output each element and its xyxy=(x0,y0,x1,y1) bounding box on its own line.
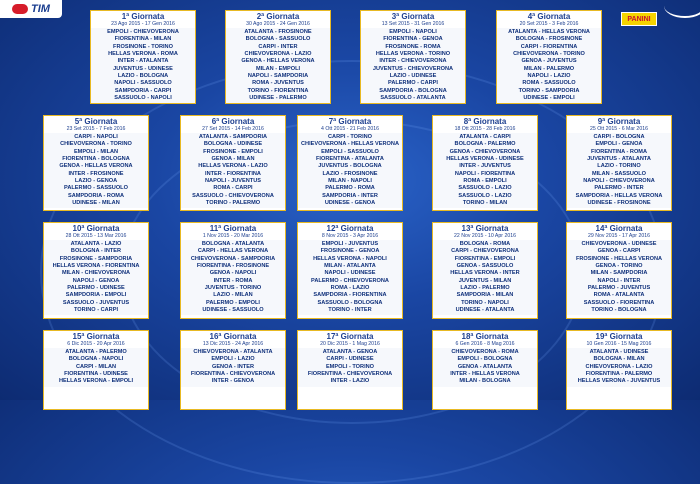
round-title: 8ª Giornata xyxy=(463,117,507,126)
round-header xyxy=(91,11,195,28)
round-title: 1ª Giornata xyxy=(121,12,165,21)
match-item: MILAN - EMPOLI xyxy=(255,65,301,72)
match-item: SASSUOLO - FIORENTINA xyxy=(583,299,655,306)
round-card xyxy=(180,115,286,211)
match-item: GENOA - HELLAS VERONA xyxy=(241,58,315,65)
match-item: CHIEVOVERONA - LAZIO xyxy=(244,51,312,58)
match-item: EMPOLI - TORINO xyxy=(325,363,375,370)
match-item: FIORENTINA - PALERMO xyxy=(585,371,653,378)
match-item: BOLOGNA - INTER xyxy=(70,248,122,255)
match-item: ATALANTA - UDINESE xyxy=(589,349,649,355)
match-item: NAPOLI - FIORENTINA xyxy=(454,170,516,177)
round-dates: 10 Gen 2016 - 15 Mag 2016 xyxy=(586,341,652,347)
round-title: 5ª Giornata xyxy=(74,117,118,126)
match-item: INTER - ATALANTA xyxy=(117,58,169,65)
match-item: UDINESE - EMPOLI xyxy=(523,95,575,102)
tim-logo-mark-icon xyxy=(12,4,28,14)
round-header xyxy=(44,223,148,240)
round-title: 4ª Giornata xyxy=(527,12,571,21)
match-item: CHIEVOVERONA - TORINO xyxy=(60,141,132,148)
match-item: SASSUOLO - JUVENTUS xyxy=(62,299,130,306)
match-item: LAZIO - GENOA xyxy=(74,178,118,185)
match-item: ATALANTA - FROSINONE xyxy=(244,29,312,35)
match-item: TORINO - SAMPDORIA xyxy=(518,87,580,94)
match-item: FROSINONE - SAMPDORIA xyxy=(59,255,133,262)
round-title: 16ª Giornata xyxy=(209,332,257,341)
match-item: JUVENTUS - UDINESE xyxy=(113,65,173,72)
match-item: SASSUOLO - CHIEVOVERONA xyxy=(192,192,274,199)
match-item: EMPOLI - GENOA xyxy=(595,141,643,148)
round-title: 17ª Giornata xyxy=(326,332,374,341)
match-item: MILAN - SAMPDORIA xyxy=(590,270,648,277)
round-dates: 20 Dic 2015 - 1 Mag 2016 xyxy=(320,341,380,347)
match-item: FIORENTINA - ATALANTA xyxy=(316,156,384,163)
match-item: LAZIO - MILAN xyxy=(213,292,253,299)
round-card xyxy=(566,330,672,410)
round-title: 6ª Giornata xyxy=(211,117,255,126)
round-card xyxy=(360,10,466,104)
round-header xyxy=(298,331,402,348)
round-title: 2ª Giornata xyxy=(256,12,300,21)
round-title: 19ª Giornata xyxy=(595,332,643,341)
match-item: HELLAS VERONA - JUVENTUS xyxy=(577,378,661,385)
swoosh-icon xyxy=(664,0,700,18)
match-item: CARPI - UDINESE xyxy=(326,356,374,363)
match-item: INTER - CHIEVOVERONA xyxy=(379,58,447,65)
match-item: JUVENTUS - BOLOGNA xyxy=(318,163,382,170)
match-item: MILAN - CHIEVOVERONA xyxy=(61,270,131,277)
round-dates: 22 Nov 2015 - 10 Apr 2016 xyxy=(453,233,516,239)
match-list xyxy=(181,348,285,387)
round-header xyxy=(497,11,601,28)
match-list xyxy=(497,28,601,103)
match-item: CARPI - HELLAS VERONA xyxy=(197,248,269,255)
round-dates: 1 Nov 2015 - 20 Mar 2016 xyxy=(202,233,264,239)
match-item: INTER - LAZIO xyxy=(330,378,370,385)
match-item: PALERMO - CHIEVOVERONA xyxy=(311,277,389,284)
match-item: ROMA - LAZIO xyxy=(330,285,370,292)
round-card xyxy=(496,10,602,104)
match-item: GENOA - ATALANTA xyxy=(457,363,513,370)
match-item: EMPOLI - BOLOGNA xyxy=(457,356,513,363)
match-item: LAZIO - UDINESE xyxy=(389,73,437,80)
match-item: MILAN - ATALANTA xyxy=(324,263,376,270)
match-item: MILAN - NAPOLI xyxy=(328,178,372,185)
round-dates: 25 Ott 2015 - 6 Mar 2016 xyxy=(590,126,648,132)
match-list xyxy=(298,240,402,315)
match-item: NAPOLI - SASSUOLO xyxy=(114,80,172,87)
match-item: GENOA - CHIEVOVERONA xyxy=(449,148,521,155)
match-item: CHIEVOVERONA - TORINO xyxy=(513,51,585,58)
match-item: UDINESE - PALERMO xyxy=(249,95,307,102)
match-item: ATALANTA - CARPI xyxy=(459,134,511,140)
match-item: TORINO - CARPI xyxy=(73,307,119,314)
match-item: SASSUOLO - LAZIO xyxy=(458,185,512,192)
match-item: ATALANTA - HELLAS VERONA xyxy=(508,29,590,35)
round-dates: 23 Ago 2015 - 17 Gen 2016 xyxy=(111,21,175,27)
round-header xyxy=(44,116,148,133)
match-item: SAMPDORIA - ROMA xyxy=(67,192,125,199)
match-item: UDINESE - SASSUOLO xyxy=(202,307,264,314)
match-item: UDINESE - ATALANTA xyxy=(455,307,515,314)
round-dates: 30 Ago 2015 - 24 Gen 2016 xyxy=(246,21,310,27)
round-header xyxy=(567,331,671,348)
match-item: BOLOGNA - FROSINONE xyxy=(515,36,583,43)
round-title: 18ª Giornata xyxy=(461,332,509,341)
match-item: FIORENTINA - ROMA xyxy=(590,148,648,155)
match-item: EMPOLI - JUVENTUS xyxy=(321,241,379,247)
match-item: TORINO - BOLOGNA xyxy=(591,307,647,314)
match-item: UDINESE - FROSINONE xyxy=(587,200,651,207)
match-item: NAPOLI - GENOA xyxy=(72,277,120,284)
round-card xyxy=(43,115,149,211)
match-item: PALERMO - INTER xyxy=(594,185,644,192)
match-list xyxy=(361,28,465,103)
match-item: INTER - FIORENTINA xyxy=(205,170,261,177)
match-item: FIORENTINA - GENOA xyxy=(383,36,443,43)
match-item: CHIEVOVERONA - ATALANTA xyxy=(193,349,273,355)
match-item: BOLOGNA - MILAN xyxy=(593,356,645,363)
match-item: CARPI - TORINO xyxy=(327,134,373,140)
match-item: GENOA - NAPOLI xyxy=(209,270,257,277)
round-dates: 13 Dic 2015 - 24 Apr 2016 xyxy=(202,341,264,347)
round-card xyxy=(297,115,403,211)
panini-logo: PANINI xyxy=(621,12,657,26)
match-list xyxy=(44,240,148,315)
match-list xyxy=(91,28,195,103)
match-item: FIORENTINA - CHIEVOVERONA xyxy=(307,371,393,378)
match-item: PALERMO - EMPOLI xyxy=(206,299,260,306)
match-item: GENOA - SASSUOLO xyxy=(456,263,514,270)
match-item: PALERMO - ROMA xyxy=(325,185,375,192)
match-item: TORINO - MILAN xyxy=(462,200,508,207)
match-item: MILAN - BOLOGNA xyxy=(459,378,511,385)
match-item: ATALANTA - GENOA xyxy=(322,349,378,355)
match-item: UDINESE - GENOA xyxy=(324,200,376,207)
match-item: CARPI - BOLOGNA xyxy=(593,134,645,140)
match-item: NAPOLI - UDINESE xyxy=(324,270,376,277)
match-item: FROSINONE - ROMA xyxy=(385,43,441,50)
round-dates: 18 Ott 2015 - 28 Feb 2016 xyxy=(454,126,516,132)
round-header xyxy=(181,331,285,348)
match-item: BOLOGNA - UDINESE xyxy=(203,141,263,148)
match-item: CARPI - NAPOLI xyxy=(74,134,118,140)
round-dates: 28 Ott 2015 - 13 Mar 2016 xyxy=(65,233,127,239)
round-card xyxy=(180,222,286,319)
round-dates: 29 Nov 2015 - 17 Apr 2016 xyxy=(587,233,650,239)
match-item: GENOA - CARPI xyxy=(597,248,641,255)
match-item: HELLAS VERONA - LAZIO xyxy=(198,163,268,170)
match-item: HELLAS VERONA - NAPOLI xyxy=(313,255,387,262)
match-item: CHIEVOVERONA - LAZIO xyxy=(585,363,653,370)
match-item: GENOA - INTER xyxy=(211,363,255,370)
round-header xyxy=(567,223,671,240)
match-item: LAZIO - BOLOGNA xyxy=(117,73,169,80)
match-item: PALERMO - SASSUOLO xyxy=(64,185,128,192)
match-item: FIORENTINA - CHIEVOVERONA xyxy=(190,371,276,378)
match-item: SASSUOLO - NAPOLI xyxy=(114,95,172,102)
match-item: EMPOLI - NAPOLI xyxy=(389,29,437,35)
match-list xyxy=(433,133,537,208)
match-item: INTER - GENOA xyxy=(211,378,255,385)
round-card xyxy=(297,222,403,319)
round-title: 15ª Giornata xyxy=(72,332,120,341)
match-item: SAMPDORIA - BOLOGNA xyxy=(379,87,447,94)
match-list xyxy=(567,240,671,315)
match-item: PALERMO - CARPI xyxy=(388,80,438,87)
round-card xyxy=(432,115,538,211)
match-item: HELLAS VERONA - FIORENTINA xyxy=(52,263,140,270)
round-card xyxy=(225,10,331,104)
match-item: CHIEVOVERONA - HELLAS VERONA xyxy=(300,141,399,148)
round-card xyxy=(566,115,672,211)
match-item: GENOA - MILAN xyxy=(211,156,255,163)
tim-logo-text: TIM xyxy=(31,3,50,15)
round-dates: 6 Gen 2016 - 8 Mag 2016 xyxy=(455,341,515,347)
round-header xyxy=(181,116,285,133)
match-list xyxy=(298,348,402,387)
match-item: NAPOLI - LAZIO xyxy=(527,73,571,80)
match-list xyxy=(567,348,671,387)
match-item: NAPOLI - JUVENTUS xyxy=(205,178,261,185)
match-item: CARPI - MILAN xyxy=(75,363,117,370)
match-item: NAPOLI - INTER xyxy=(597,277,641,284)
match-item: SASSUOLO - ATALANTA xyxy=(380,95,446,102)
match-item: PALERMO - JUVENTUS xyxy=(587,285,651,292)
round-dates: 13 Set 2015 - 31 Gen 2016 xyxy=(381,21,445,27)
match-item: LAZIO - TORINO xyxy=(597,163,641,170)
match-list xyxy=(181,133,285,208)
match-item: ATALANTA - PALERMO xyxy=(65,349,127,355)
match-item: CARPI - CHIEVOVERONA xyxy=(451,248,519,255)
match-item: BOLOGNA - ATALANTA xyxy=(201,241,265,247)
round-header xyxy=(433,223,537,240)
round-card xyxy=(432,330,538,410)
match-item: UDINESE - MILAN xyxy=(72,200,120,207)
match-item: MILAN - PALERMO xyxy=(523,65,575,72)
match-item: SASSUOLO - LAZIO xyxy=(458,192,512,199)
match-item: JUVENTUS - MILAN xyxy=(458,277,512,284)
round-header xyxy=(298,223,402,240)
match-item: INTER - ROMA xyxy=(213,277,253,284)
round-card xyxy=(90,10,196,104)
match-item: FROSINONE - HELLAS VERONA xyxy=(575,255,663,262)
match-item: SAMPDORIA - INTER xyxy=(322,192,378,199)
round-title: 12ª Giornata xyxy=(326,224,374,233)
round-header xyxy=(181,223,285,240)
match-item: HELLAS VERONA - TORINO xyxy=(375,51,451,58)
match-item: EMPOLI - SASSUOLO xyxy=(321,148,379,155)
match-item: SAMPDORIA - CARPI xyxy=(114,87,172,94)
tim-logo xyxy=(0,0,62,18)
match-item: FROSINONE - EMPOLI xyxy=(203,148,263,155)
match-item: PALERMO - UDINESE xyxy=(67,285,125,292)
match-item: SASSUOLO - BOLOGNA xyxy=(317,299,383,306)
match-item: EMPOLI - CHIEVOVERONA xyxy=(107,29,179,35)
match-item: SAMPDORIA - MILAN xyxy=(456,292,514,299)
match-item: FIORENTINA - MILAN xyxy=(114,36,172,43)
round-card xyxy=(180,330,286,410)
round-title: 9ª Giornata xyxy=(597,117,641,126)
round-header xyxy=(567,116,671,133)
round-title: 10ª Giornata xyxy=(72,224,120,233)
match-item: BOLOGNA - NAPOLI xyxy=(68,356,124,363)
match-item: TORINO - PALERMO xyxy=(205,200,261,207)
match-item: FROSINONE - TORINO xyxy=(113,43,173,50)
match-list xyxy=(298,133,402,208)
round-title: 14ª Giornata xyxy=(595,224,643,233)
match-item: CHIEVOVERONA - UDINESE xyxy=(581,241,657,247)
match-item: MILAN - SASSUOLO xyxy=(591,170,647,177)
match-item: FIORENTINA - UDINESE xyxy=(64,371,128,378)
round-card xyxy=(566,222,672,319)
match-item: HELLAS VERONA - EMPOLI xyxy=(58,378,134,385)
match-list xyxy=(44,348,148,387)
match-item: GENOA - HELLAS VERONA xyxy=(59,163,133,170)
round-dates: 8 Nov 2015 - 3 Apr 2016 xyxy=(321,233,379,239)
match-item: HELLAS VERONA - UDINESE xyxy=(446,156,524,163)
match-item: BOLOGNA - PALERMO xyxy=(454,141,516,148)
round-header xyxy=(44,331,148,348)
match-item: ROMA - ATALANTA xyxy=(593,292,645,299)
round-card xyxy=(432,222,538,319)
match-list xyxy=(567,133,671,208)
match-item: GENOA - TORINO xyxy=(595,263,643,270)
match-item: EMPOLI - LAZIO xyxy=(211,356,255,363)
match-item: SAMPDORIA - EMPOLI xyxy=(65,292,127,299)
match-item: CHIEVOVERONA - SAMPDORIA xyxy=(190,255,276,262)
match-item: FROSINONE - GENOA xyxy=(320,248,380,255)
match-item: BOLOGNA - ROMA xyxy=(459,241,511,247)
match-item: CARPI - INTER xyxy=(258,43,298,50)
match-item: SAMPDORIA - HELLAS VERONA xyxy=(575,192,663,199)
match-item: TORINO - NAPOLI xyxy=(461,299,509,306)
match-item: FIORENTINA - EMPOLI xyxy=(454,255,516,262)
match-item: ATALANTA - SAMPDORIA xyxy=(198,134,268,140)
round-card xyxy=(43,330,149,410)
round-card xyxy=(297,330,403,410)
round-dates: 20 Set 2015 - 3 Feb 2016 xyxy=(519,21,579,27)
match-item: JUVENTUS - CHIEVOVERONA xyxy=(372,65,454,72)
match-item: ROMA - JUVENTUS xyxy=(252,80,304,87)
match-item: FIORENTINA - BOLOGNA xyxy=(62,156,130,163)
round-header xyxy=(226,11,330,28)
round-header xyxy=(361,11,465,28)
match-item: GENOA - JUVENTUS xyxy=(521,58,577,65)
round-card xyxy=(43,222,149,319)
round-header xyxy=(433,116,537,133)
round-dates: 23 Set 2015 - 7 Feb 2016 xyxy=(66,126,126,132)
match-item: FIORENTINA - FROSINONE xyxy=(196,263,270,270)
match-item: JUVENTUS - TORINO xyxy=(204,285,262,292)
round-header xyxy=(433,331,537,348)
match-item: NAPOLI - CHIEVOVERONA xyxy=(583,178,655,185)
round-title: 11ª Giornata xyxy=(209,224,257,233)
match-item: ROMA - EMPOLI xyxy=(463,178,507,185)
round-title: 13ª Giornata xyxy=(461,224,509,233)
match-item: ROMA - SASSUOLO xyxy=(522,80,576,87)
match-item: ATALANTA - LAZIO xyxy=(70,241,122,247)
match-item: INTER - JUVENTUS xyxy=(459,163,511,170)
match-item: NAPOLI - SAMPDORIA xyxy=(247,73,309,80)
match-list xyxy=(181,240,285,315)
match-item: LAZIO - PALERMO xyxy=(460,285,510,292)
match-item: JUVENTUS - ATALANTA xyxy=(587,156,651,163)
round-dates: 27 Set 2015 - 14 Feb 2016 xyxy=(202,126,264,132)
match-list xyxy=(226,28,330,103)
match-list xyxy=(433,348,537,387)
round-dates: 6 Dic 2015 - 20 Apr 2016 xyxy=(67,341,125,347)
match-list xyxy=(44,133,148,208)
round-dates: 4 Ott 2015 - 21 Feb 2016 xyxy=(321,126,379,132)
match-item: EMPOLI - MILAN xyxy=(73,148,119,155)
match-item: HELLAS VERONA - INTER xyxy=(450,270,520,277)
round-title: 3ª Giornata xyxy=(391,12,435,21)
match-item: TORINO - INTER xyxy=(328,307,372,314)
match-item: SAMPDORIA - FIORENTINA xyxy=(313,292,387,299)
match-item: ROMA - CARPI xyxy=(213,185,253,192)
match-list xyxy=(433,240,537,315)
match-item: INTER - HELLAS VERONA xyxy=(450,371,520,378)
match-item: LAZIO - FROSINONE xyxy=(322,170,378,177)
match-item: BOLOGNA - SASSUOLO xyxy=(245,36,311,43)
match-item: CHIEVOVERONA - ROMA xyxy=(451,349,519,355)
match-item: INTER - FROSINONE xyxy=(68,170,124,177)
match-item: TORINO - FIORENTINA xyxy=(247,87,309,94)
match-item: HELLAS VERONA - ROMA xyxy=(108,51,178,58)
round-title: 7ª Giornata xyxy=(328,117,372,126)
match-item: CARPI - FIORENTINA xyxy=(520,43,578,50)
round-header xyxy=(298,116,402,133)
